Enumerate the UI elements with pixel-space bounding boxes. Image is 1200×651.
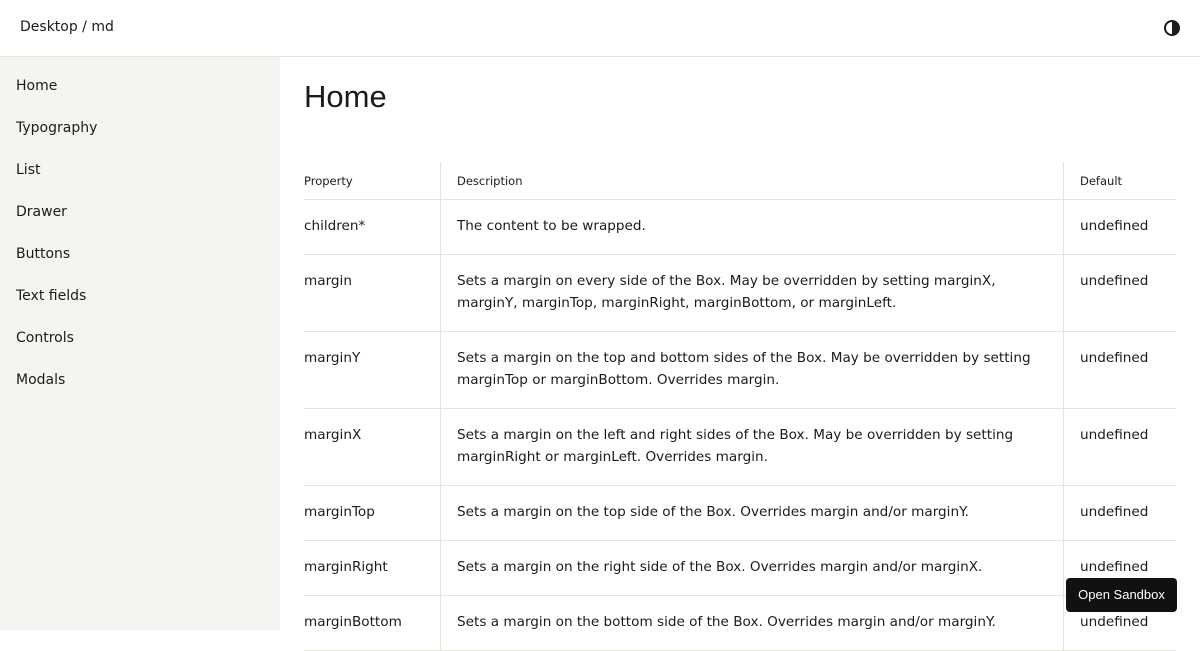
sidebar-item-home[interactable]: Home xyxy=(16,78,58,94)
table-row xyxy=(304,332,1176,409)
property-name: marginTop xyxy=(304,504,375,520)
property-default: undefined xyxy=(1063,409,1176,485)
table-row xyxy=(304,255,1176,332)
property-description: Sets a margin on the top and bottom sides of the Box. May be overridden by setting marginTop or marginBottom. Overrides margin. xyxy=(440,332,1063,408)
table-row xyxy=(304,200,1176,255)
sidebar-item-drawer[interactable]: Drawer xyxy=(16,204,67,220)
sidebar-item-buttons[interactable]: Buttons xyxy=(16,246,71,262)
sidebar-item-list[interactable]: List xyxy=(16,162,41,178)
property-default: undefined xyxy=(1063,200,1176,254)
main-content xyxy=(280,57,1200,630)
property-default: undefined xyxy=(1063,332,1176,408)
property-default: undefined xyxy=(1063,486,1176,540)
page-title: Home xyxy=(304,79,387,114)
property-default: undefined xyxy=(1063,541,1176,595)
property-name: marginBottom xyxy=(304,614,402,630)
property-description: Sets a margin on the bottom side of the Box. Overrides margin and/or marginY. xyxy=(440,596,1063,650)
column-header-description: Description xyxy=(440,162,1063,199)
property-name: marginY xyxy=(304,350,361,366)
props-table xyxy=(304,162,1176,651)
property-default: undefined xyxy=(1063,596,1176,650)
table-row xyxy=(304,541,1176,596)
sidebar xyxy=(0,57,280,630)
sidebar-item-typography[interactable]: Typography xyxy=(16,120,98,136)
property-name: marginRight xyxy=(304,559,388,575)
breadcrumb: Desktop / md xyxy=(20,19,114,35)
property-description: The content to be wrapped. xyxy=(440,200,1063,254)
sidebar-item-text-fields[interactable]: Text fields xyxy=(16,288,87,304)
column-header-default: Default xyxy=(1063,162,1176,199)
column-header-property: Property xyxy=(304,174,353,188)
table-row xyxy=(304,596,1176,651)
property-description: Sets a margin on the left and right sides of the Box. May be overridden by setting marginRight or marginLeft. Overrides margin. xyxy=(440,409,1063,485)
table-row xyxy=(304,409,1176,486)
property-description: Sets a margin on the top side of the Box. Overrides margin and/or marginY. xyxy=(440,486,1063,540)
property-name: children* xyxy=(304,218,366,234)
sidebar-item-controls[interactable]: Controls xyxy=(16,330,74,346)
table-row xyxy=(304,486,1176,541)
contrast-icon[interactable] xyxy=(1162,18,1182,38)
top-bar xyxy=(0,0,1200,57)
property-name: marginX xyxy=(304,427,362,443)
open-sandbox-button[interactable]: Open Sandbox xyxy=(1066,578,1177,612)
property-default: undefined xyxy=(1063,255,1176,331)
table-header-row xyxy=(304,162,1176,200)
property-description: Sets a margin on every side of the Box. May be overridden by setting marginX, marginY, marginTop, marginRight, marginBottom, or marginLeft. xyxy=(440,255,1063,331)
property-description: Sets a margin on the right side of the Box. Overrides margin and/or marginX. xyxy=(440,541,1063,595)
sidebar-item-modals[interactable]: Modals xyxy=(16,372,66,388)
property-name: margin xyxy=(304,273,352,289)
